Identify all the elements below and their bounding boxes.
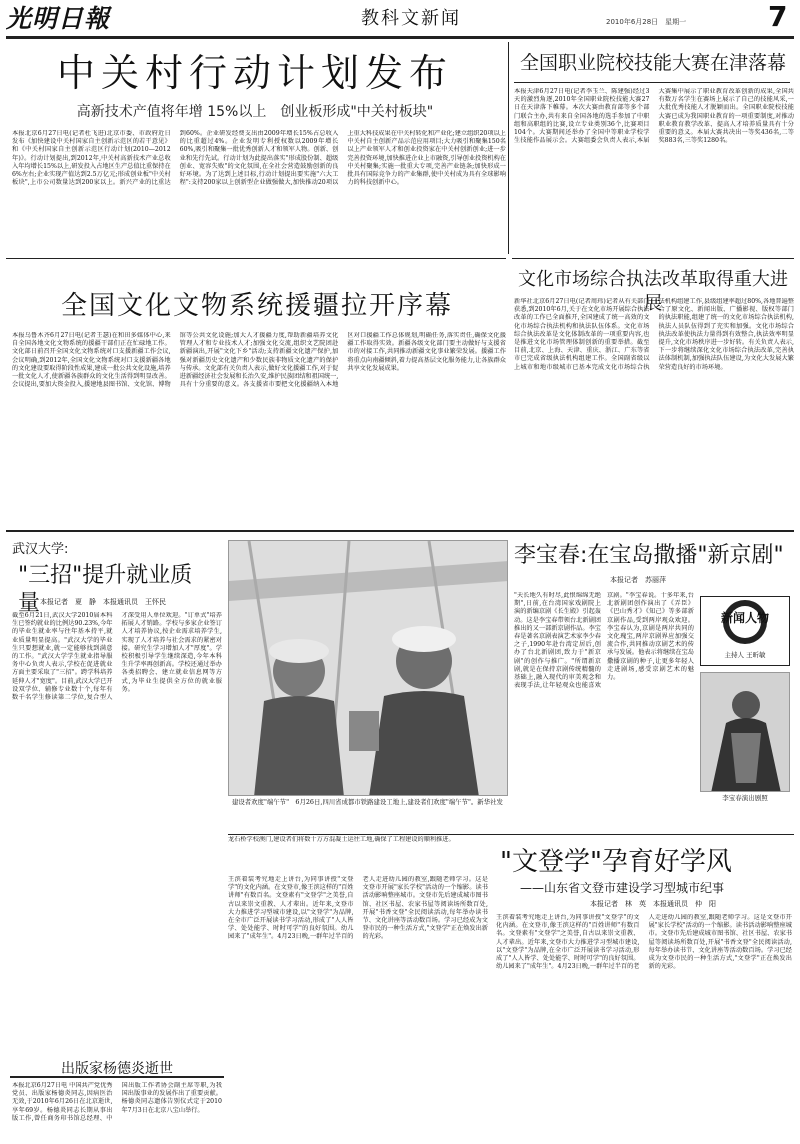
hrule-1 [6,258,506,259]
headline-obituary: 出版家杨德炎逝世 [61,1061,173,1077]
masthead [6,0,794,36]
article-vocational-body: 本报天津6月27日电(记者李玉兰、陈建强)经过3天的激烈角逐,2010年全国职业院校技能大赛27日在天津落下帷幕。本次大赛由教育部等多个部门联合主办,共有来自全国各地的选手参加了中职组和高职组的比赛,设立专业类别36个,比赛项目104个。大赛期间还举办了全国中等职业学校学生技能作品展示会。大赛组委会负责人表示,本届大赛集中展示了职业教育改革创新的成果,全国共有数万名学生在赛场上展示了自己的技能风采,一大批优秀技能人才脱颖而出。全国职业院校技能大赛已成为我国职业教育的一项重要制度,对推动职业教育教学改革、提高人才培养质量具有十分重要的意义。本届大赛共决出一等奖436名,二等奖883名,三等奖1280名。 [514,88,794,145]
article-obituary-body: 本报北京6月27日电 中国共产党优秀党员、出版家杨德炎同志,因病医治无效,于2010年6月26日在北京逝世,享年69岁。杨德炎同志长期从事出版工作,曾任商务印书馆总经理、中国出版工作者协会副主席等职,为我国出版事业的发展作出了重要贡献。杨德炎同志遗体告别仪式定于2010年7月3日在北京八宝山举行。 [12,1082,222,1122]
opera-performer-image [701,673,790,792]
hrule-3 [228,834,794,835]
article-libaochun-body: "天长地久有时尽,此恨绵绵无绝期",日前,在台湾国家戏剧院上演的新编京剧《长生殿》引起轰动。这是李宝春带领台北新剧团推出的又一部新京剧作品。李宝春是著名京剧表演艺术家李少春之子,1990年赴台湾定居后,创办了台北新剧团,致力于"新京剧"的创作与推广。"所谓新京剧,就是在保持京剧传统精髓的基础上,融入现代的审美观念和表现手法,让年轻观众也能喜欢京剧。"李宝春说。十多年来,台北新剧团创作演出了《弄臣》《巴山秀才》《知己》等多部新京剧作品,受到两岸观众欢迎。李宝春认为,京剧是两岸共同的文化瑰宝,两岸京剧界应加强交流合作,共同推动京剧艺术的传承与发展。他表示将继续在宝岛撒播京剧的种子,让更多年轻人走进剧场,感受京剧艺术的魅力。 [514,592,694,690]
hrule-2 [6,530,794,532]
kicker-whu: 武汉大学: [12,542,69,557]
headline-culture-market: 文化市场综合执法改革取得重大进展 [518,269,788,314]
photo-construction [228,540,508,796]
headline-whu: "三招"提升就业质量 [18,563,193,616]
article-xinjiang-body: 本报乌鲁木齐6月27日电(记者王瑟)在和田多媒体中心,来自全国各地文化文物系统的援疆干部们正在忙碌地工作。文化部日前召开全国文化文物系统对口支援新疆工作会议,会议明确,到2012年,全国文化文物系统对口支援新疆各地的文化建设要取得阶段性成果,建成一批公共文化设施,培养一批文化人才,使新疆各族群众的文化生活得到明显改善。会议提出,要加大资金投入,援建地县图书馆、文化馆、博物馆等公共文化设施;加大人才援疆力度,帮助新疆培养文化管理人才和专业技术人才;加强文化交流,组织文艺院团赴新疆演出,开展"文化下乡"活动;支持新疆文化遗产保护,加强对新疆历史文化遗产和少数民族非物质文化遗产的保护与传承。文化部有关负责人表示,做好文化援疆工作,对于促进新疆经济社会发展和长治久安,维护民族团结和祖国统一,具有十分重要的意义。各支援省市要把文化援疆纳入本地区对口援疆工作总体规划,明确任务,落实责任,确保文化援疆工作取得实效。新疆各级文化部门要主动做好与支援省市的对接工作,共同推动新疆文化事业繁荣发展。援疆工作将重点向南疆倾斜,着力提高基层文化服务能力,让各族群众共享文化发展成果。 [12,332,506,389]
photo-opera-caption: 李宝春演出剧照 [722,794,768,802]
masthead-rule [6,36,794,39]
photo-opera [700,672,790,792]
issue-date: 2010年6月28日 星期一 [606,18,687,26]
headline-vocational: 全国职业院校技能大赛在津落幕 [519,52,786,74]
vrule-top [508,42,509,254]
news-people-logo [700,596,790,666]
byline-whu: 本报记者 夏 静 本报通讯员 王怀民 [40,598,166,606]
headline-xinjiang: 全国文化文物系统援疆拉开序幕 [60,291,453,321]
article-wendeng-body-right: 王滨着装考究地走上讲台,为同事讲授"文登学"的文化内涵。在文登市,像王滨这样的"百姓讲师"有数百名。文登素有"文登学"之美誉,自古以来崇文重教、人才辈出。近年来,文登市大力推进学习型城市建设,以"文登学"为品牌,在全市广泛开展读书学习活动,形成了"人人皆学、处处能学、时时可学"的良好氛围。幼儿园来了"成年生"。4月23日晚,一群年过半百的老人走进幼儿园的教室,跟随老师学习。这是文登市开展"家长学校"活动的一个缩影。读书活动影响整座城市。文登市先后建成城市图书馆、社区书屋、农家书屋等阅读场所数百处,开展"书香文登"全民阅读活动,每年举办读书节、文化讲座等活动数百场。学习已经成为文登市民的一种生活方式,"文登学"正在焕发出新的光彩。 [496,914,792,971]
article-wendeng-body: 王滨着装考究地走上讲台,为同事讲授"文登学"的文化内涵。在文登市,像王滨这样的"百姓讲师"有数百名。文登素有"文登学"之美誉,自古以来崇文重教、人才辈出。近年来,文登市大力推进学习型城市建设,以"文登学"为品牌,在全市广泛开展读书学习活动,形成了"人人皆学、处处能学、时时可学"的良好氛围。幼儿园来了"成年生"。4月23日晚,一群年过半百的老人走进幼儿园的教室,跟随老师学习。这是文登市开展"家长学校"活动的一个缩影。读书活动影响整座城市。文登市先后建成城市图书馆、社区书屋、农家书屋等阅读场所数百处,开展"书香文登"全民阅读活动,每年举办读书节、文化讲座等活动数百场。学习已经成为文登市民的一种生活方式,"文登学"正在焕发出新的光彩。 [228,876,488,941]
section-title: 教科文新闻 [361,8,461,29]
photo-construction-caption: 建设者欢度"端午节" 6月26日,四川省成都市铁路建设工地上,建设者们欢度"端午节"。新华社发 [232,798,503,806]
subheadline-zgc: 高新技术产值将年增 15%以上 创业板形成"中关村板块" [76,104,434,120]
byline-libaochun: 本报记者 苏丽萍 [610,576,666,584]
article-mid-snippet: 龙石桥学校澳门,建设者们将数十万方混凝土运往工地,确保了工程建设的顺利推进。 [228,836,455,843]
headline-wendeng: "文登学"孕育好学风 [500,847,732,877]
byline-wendeng: 本报记者 林 英 本报通讯员 仲 阳 [590,900,716,908]
headline-zgc: 中关村行动计划发布 [56,51,453,95]
rule-vocational [514,82,790,83]
article-culture-market-body: 新华社北京6月27日电(记者周玮)记者从有关部门获悉,到2010年6月,关于在文化市场开展综合执法改革的工作已全面推开,全国建成了统一高效的文化市场综合执法机构和执法队伍体系。文化市场综合执法改革是文化体制改革的一项重要内容,也是推进文化市场管理体制创新的重要举措。截至目前,北京、上海、天津、重庆、浙江、广东等省市已完成省级执法机构组建工作。全国副省级以上城市和地市级城市已基本完成文化市场综合执法机构组建工作,县级组建率超过80%,各地普遍整合了原文化、新闻出版、广播影视、版权等部门的执法职能,组建了统一的文化市场综合执法机构,执法人员队伍得到了充实和加强。文化市场综合执法改革使执法力量得到有效整合,执法效率明显提升,文化市场秩序进一步好转。有关负责人表示,下一步将继续深化文化市场综合执法改革,完善执法体制机制,加强执法队伍建设,为文化大发展大繁荣营造良好的市场环境。 [514,298,794,371]
subheadline-wendeng: ——山东省文登市建设学习型城市纪事 [520,881,725,895]
page-number: 7 [768,0,788,33]
article-whu-body: 截至6月21日,武汉大学2010届本科生已签约就业的比例达90.23%,今年的毕业生就业率与往年基本持平,就业质量明显提高。"武汉大学的毕业生只要想就业,就一定能够找到满意的工作。"武汉大学学生就业指导服务中心负责人表示,学校在促进就业方面主要采取了"三招"。跨学科培养延伸人才"宽度"。目前,武汉大学已开设双学位、辅修专业数十个,每年有数千名学生修读第二学位,复合型人才深受用人单位欢迎。"订单式"培养拓展人才销路。学校与多家企业签订人才培养协议,按企业需求培养学生,实现了人才培养与社会需求的紧密对接。研究生学习增加人才"厚度"。学校积极引导学生继续深造,今年本科生升学率再创新高。学校还通过举办各类招聘会、建立就业信息网等方式,为毕业生提供全方位的就业服务。 [12,612,222,701]
newspaper-logo: 光明日報 [6,4,111,33]
article-zgc-body: 本报北京6月27日电(记者杜飞进)北京市委、市政府近日发布《加快建设中关村国家自主创新示范区的若干意见》和《中关村国家自主创新示范区行动计划(2010—2012年)》。行动计划提出,到2012年,中关村高新技术产业总收入年均增长15%以上,研发投入占地区生产总值比重保持在6%左右;企业实现产值达到2.5万亿元;形成创业板"中关村板块",上市公司数量达到200家以上。新兴产业的比重达到60%。企业研发经费支出由2009年增长15%占总收入的比重超过4%。企业发明专利授权数以2009年增长60%,吸引和聚集一批优秀创新人才和领军人物。创新、创业和先行先试。行动计划为此提出落实"形成股份制、超级创业、宽容失败"的文化氛围,在全社会营造鼓励创新的良好环境。为了达到上述目标,行动计划提出要实施"六大工程":支持200家以上创新型企业做强做大,加快推动20项以上重大科技成果在中关村转化和产业化;建立组织20项以上中关村自主创新产品示范应用项目;大力吸引和聚集150名以上产业领军人才和创业投资家在中关村创新创业;进一步完善投资环境,加快推进企业上市融资,引导创业投资机构在中关村聚集;实施一批重大专项,完善产业链条;加快形成一批具有国际竞争力的产业集群,使中关村成为具有全球影响力的科技创新中心。 [12,130,506,187]
news-people-logo-text: 新闻人物 [720,611,769,625]
hrule-1r [512,258,794,259]
construction-workers-image [229,541,508,796]
news-people-host: 主持人 王昕敏 [724,651,766,659]
headline-libaochun: 李宝春:在宝岛撒播"新京剧" [514,543,784,568]
